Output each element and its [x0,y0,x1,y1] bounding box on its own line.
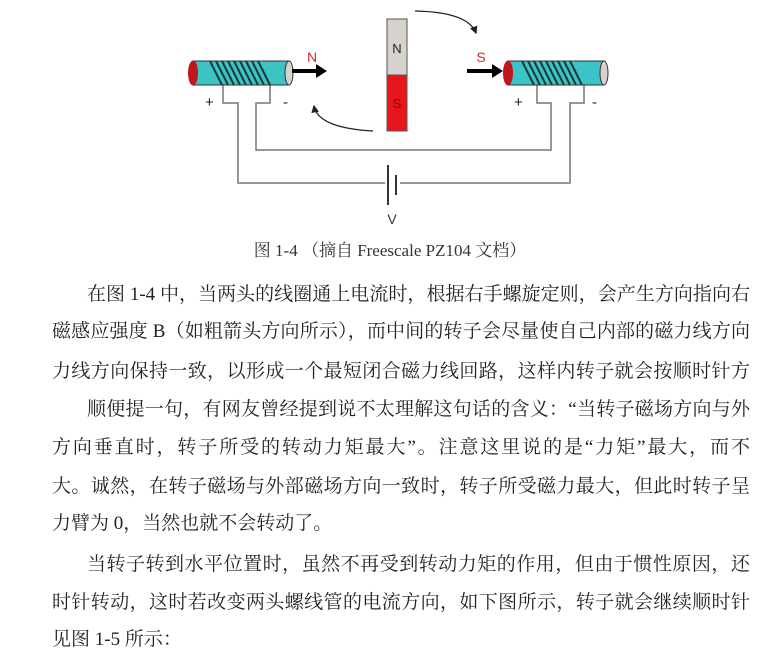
battery-icon [388,165,396,205]
text-line [87,553,750,577]
rotation-arrow-top-icon [415,11,476,33]
text-segment: ，这时 [129,592,188,613]
text-line [87,398,750,422]
text-segment: ”。注意这里说的是“ [407,437,594,458]
text-segment: 力臂为 0，当然也就不会转动了。 [52,513,333,534]
underlined-text: 部磁场方向一致时 [284,476,440,497]
underlined-text: 时针方 [692,361,750,382]
motor-diagram [0,0,780,232]
underlined-text: 所受磁力最大 [498,476,615,497]
underlined-text: 在图 1-4 中 [87,284,179,305]
magnet-n-label: N [392,41,402,56]
rotor-magnet [387,19,407,131]
underlined-text: 成一个最短闭合磁力线回路 [265,361,499,382]
left-solenoid [188,61,293,86]
underlined-text: 时针转动 [52,592,130,613]
text-segment: ，转子 [439,476,499,497]
text-segment: 方向，如下图所示，转子就会继续顺时针 [401,592,750,613]
text-segment: 与外 [246,476,285,497]
magnet-s-label: S [392,96,402,111]
text-line [52,436,750,460]
field-arrow-right [467,64,503,78]
text-segment: 见图 1-5 所示： [52,629,182,650]
minus-right-label: - [592,94,597,111]
underlined-text: 当转子磁场方向 [576,399,712,420]
s-pole-label: S [476,49,486,65]
underlined-text: 当转子转到水平位置时 [87,554,283,575]
figure-caption: 图 1-4 （摘自 Freescale PZ104 文档） [253,241,527,260]
underlined-text: 由于惯性原因 [594,554,712,575]
text-segment: ，根据右手螺旋定则，会产生方向指向右 [407,284,750,305]
voltage-label: V [387,211,397,227]
plus-left-label: + [205,94,214,111]
text-line [52,360,750,384]
text-segment: ，还 [711,554,750,575]
text-segment: ，但 [555,554,595,575]
text-line [87,283,750,307]
minus-left-label: - [283,94,288,111]
underlined-text: 若改变两头螺线管的电流 [187,592,402,613]
text-segment: ，这样内转子就会按顺 [498,361,693,382]
underlined-text: 在转子磁场 [149,476,246,497]
text-segment: ， [179,284,199,305]
text-segment: ， [282,554,302,575]
right-solenoid [503,61,608,86]
text-segment: 力线方向保持一致，以形 [52,361,266,382]
n-pole-label: N [306,49,318,65]
field-arrow-left [292,64,327,78]
text-segment: 磁感应强度 B（如粗箭头方向所示），而中间的转子会尽量使自己内部的磁力线方向 [52,321,750,342]
underlined-text: 转子所受的转动力矩最大 [177,437,408,458]
underlined-text: 当两头的线圈通上电流时 [198,284,408,305]
text-line [52,512,750,536]
text-segment: 方向垂直时， [52,437,178,458]
text-segment: 大。诚然， [52,476,149,497]
text-segment: ，而不 [689,437,750,458]
text-segment: 顺便提一句，有网友曾经提到说不太理解这句话的含义：“ [87,399,577,420]
text-segment: ，但此时转子呈 [614,476,750,497]
text-line [52,320,750,344]
text-line [52,628,750,652]
text-segment: 与外 [711,399,750,420]
text-line [52,475,750,499]
underlined-text: 虽然不再受到转动力矩的作用 [301,554,556,575]
text-line [52,591,750,615]
plus-right-label: + [514,94,523,111]
rotation-arrow-bottom-icon [314,106,373,131]
underlined-text: 力矩”最大 [593,437,690,458]
